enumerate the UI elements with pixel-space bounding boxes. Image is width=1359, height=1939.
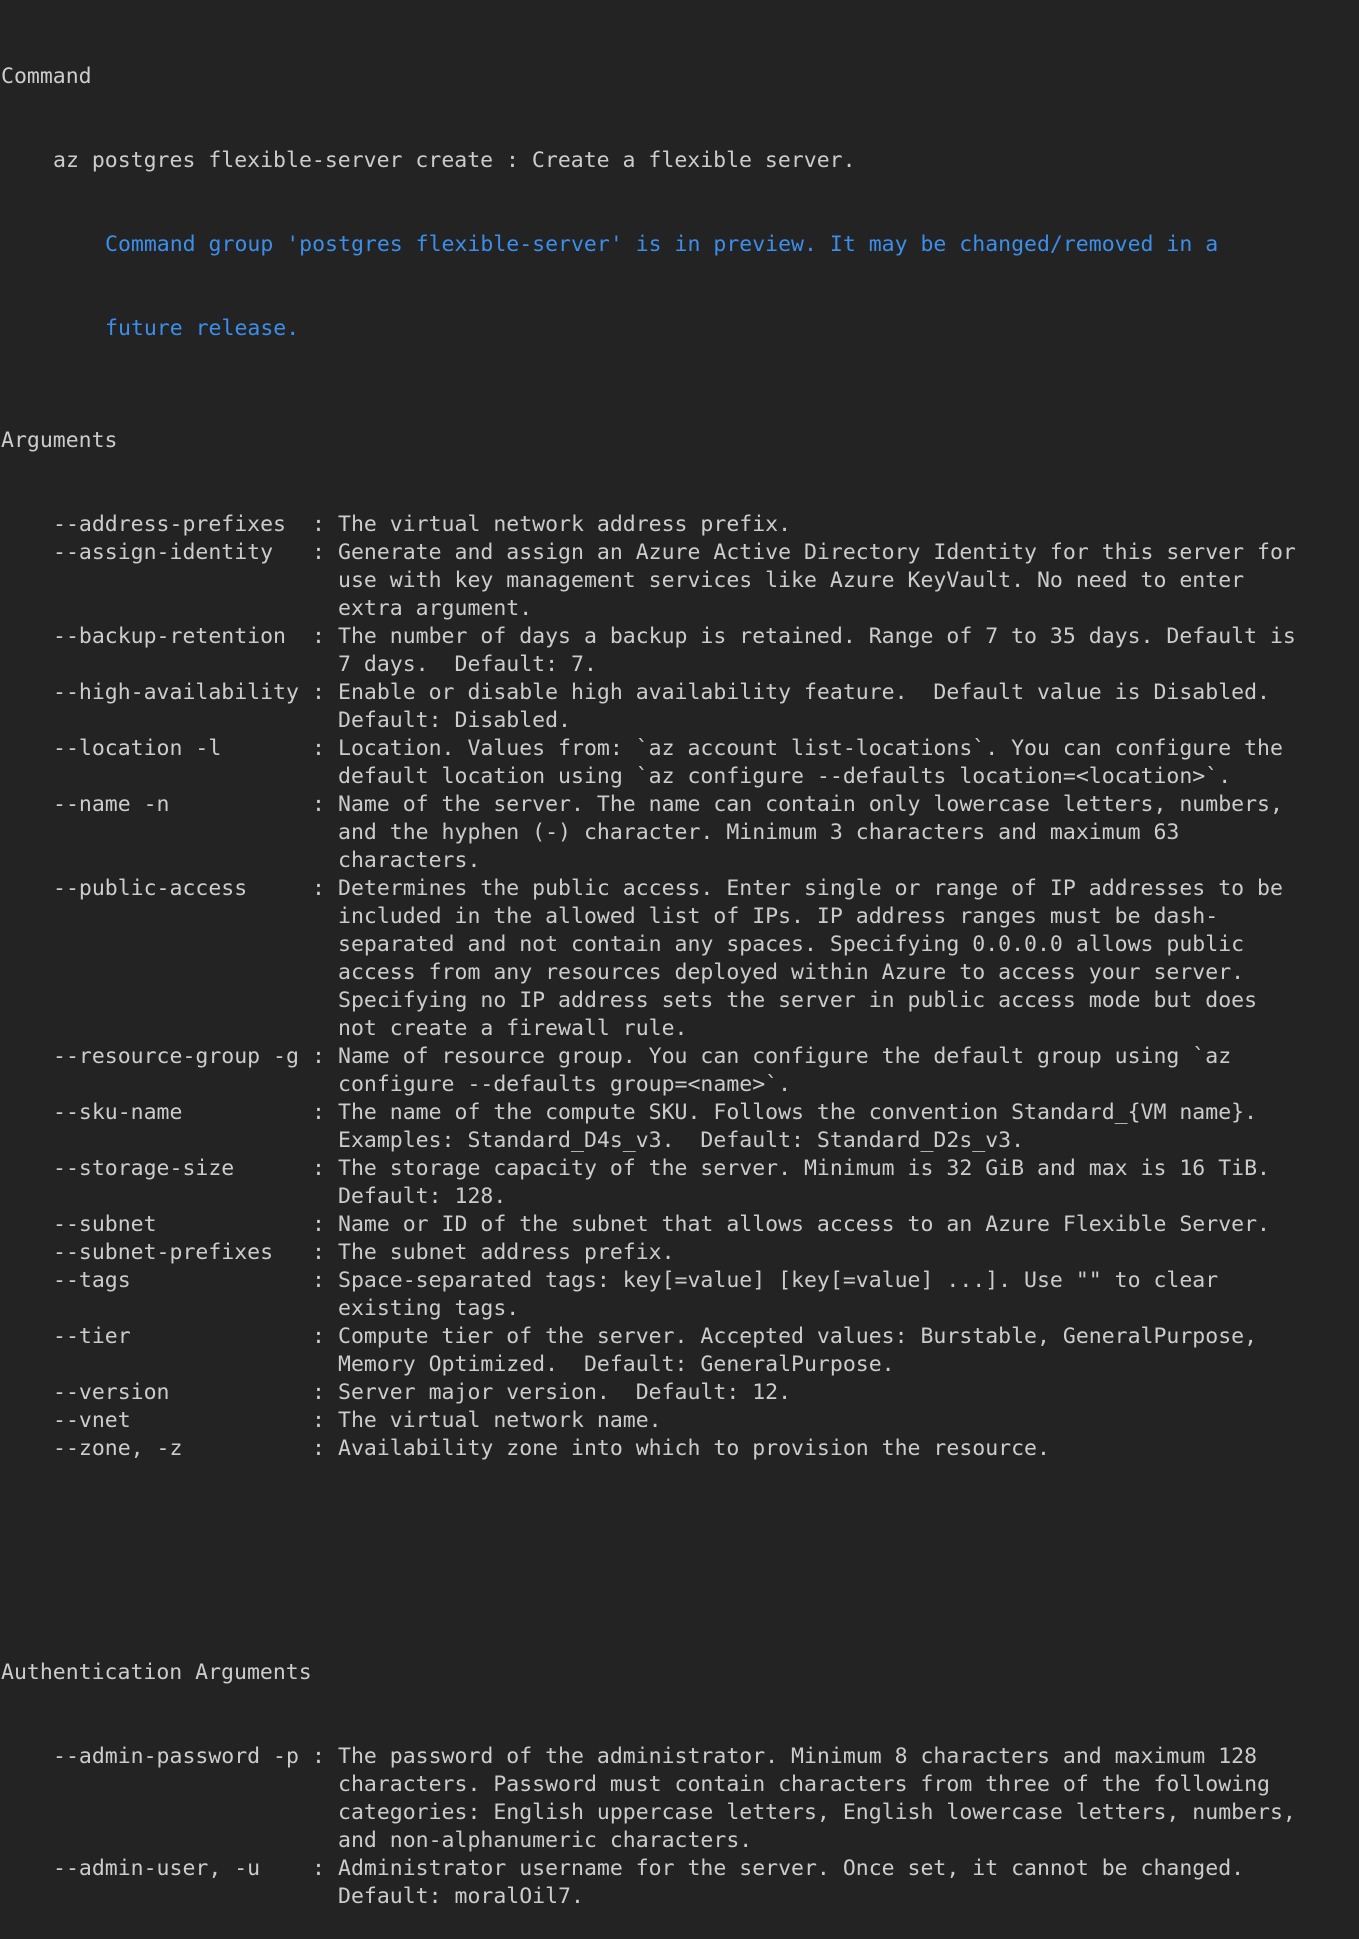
description-line: access from any resources deployed within Azure to access your server. bbox=[338, 960, 1245, 985]
description-line: characters. bbox=[338, 848, 481, 873]
description-line: The virtual network address prefix. bbox=[338, 512, 792, 537]
argument-description bbox=[338, 791, 1283, 875]
command-summary: az postgres flexible-server create : Create a flexible server. bbox=[53, 148, 856, 173]
argument-name: --tier bbox=[53, 1324, 131, 1349]
arguments-heading: Arguments bbox=[1, 428, 118, 453]
argument-row bbox=[0, 1435, 1359, 1463]
argument-name: --resource-group -g bbox=[53, 1044, 299, 1069]
blank-line bbox=[0, 1547, 1359, 1575]
argument-name: --zone, -z bbox=[53, 1436, 183, 1461]
argument-name: --admin-user, -u bbox=[53, 1856, 261, 1881]
description-line: Default: Disabled. bbox=[338, 708, 571, 733]
description-line: Enable or disable high availability feature. Default value is Disabled. bbox=[338, 680, 1270, 705]
argument-row bbox=[0, 679, 1359, 735]
description-line: Administrator username for the server. Once set, it cannot be changed. bbox=[338, 1856, 1245, 1881]
argument-separator: : bbox=[312, 1100, 325, 1125]
auth-arguments-heading: Authentication Arguments bbox=[1, 1660, 312, 1685]
description-line: Name of the server. The name can contain only lowercase letters, numbers, bbox=[338, 792, 1283, 817]
description-line: and non-alphanumeric characters. bbox=[338, 1828, 753, 1853]
description-line: Server major version. Default: 12. bbox=[338, 1380, 792, 1405]
description-line: included in the allowed list of IPs. IP address ranges must be dash- bbox=[338, 904, 1219, 929]
argument-name: --subnet bbox=[53, 1212, 157, 1237]
argument-separator: : bbox=[312, 540, 325, 565]
description-line: The subnet address prefix. bbox=[338, 1240, 675, 1265]
argument-name: --backup-retention bbox=[53, 624, 286, 649]
description-line: configure --defaults group=<name>`. bbox=[338, 1072, 792, 1097]
argument-name: --assign-identity bbox=[53, 540, 274, 565]
description-line: separated and not contain any spaces. Specifying 0.0.0.0 allows public bbox=[338, 932, 1245, 957]
argument-description bbox=[338, 539, 1296, 623]
preview-warning-line-1: Command group 'postgres flexible-server' is in preview. It may be changed/removed in a bbox=[105, 232, 1219, 257]
description-line: default location using `az configure --defaults location=<location>`. bbox=[338, 764, 1232, 789]
argument-description bbox=[338, 679, 1270, 735]
argument-name: --admin-password -p bbox=[53, 1744, 299, 1769]
argument-separator: : bbox=[312, 792, 325, 817]
argument-separator: : bbox=[312, 1156, 325, 1181]
argument-name: --vnet bbox=[53, 1408, 131, 1433]
argument-separator: : bbox=[312, 1212, 325, 1237]
argument-name: --version bbox=[53, 1380, 170, 1405]
auth-arguments-list bbox=[0, 1743, 1359, 1911]
argument-description bbox=[338, 511, 791, 539]
argument-separator: : bbox=[312, 1044, 325, 1069]
argument-separator: : bbox=[312, 1380, 325, 1405]
description-line: The storage capacity of the server. Minimum is 32 GiB and max is 16 TiB. bbox=[338, 1156, 1270, 1181]
argument-description bbox=[338, 1155, 1270, 1211]
argument-description bbox=[338, 1099, 1257, 1155]
argument-row bbox=[0, 623, 1359, 679]
argument-name: --location -l bbox=[53, 736, 222, 761]
argument-description bbox=[338, 1435, 1050, 1463]
description-line: categories: English uppercase letters, English lowercase letters, numbers, bbox=[338, 1800, 1296, 1825]
description-line: Specifying no IP address sets the server in public access mode but does bbox=[338, 988, 1258, 1013]
description-line: Determines the public access. Enter single or range of IP addresses to be bbox=[338, 876, 1283, 901]
description-line: 7 days. Default: 7. bbox=[338, 652, 597, 677]
description-line: not create a firewall rule. bbox=[338, 1016, 688, 1041]
argument-row bbox=[0, 1239, 1359, 1267]
argument-row bbox=[0, 791, 1359, 875]
argument-separator: : bbox=[312, 512, 325, 537]
argument-description bbox=[338, 1323, 1257, 1379]
description-line: Compute tier of the server. Accepted values: Burstable, GeneralPurpose, bbox=[338, 1324, 1258, 1349]
preview-warning-line-2: future release. bbox=[105, 316, 300, 341]
argument-name: --tags bbox=[53, 1268, 131, 1293]
argument-name: --sku-name bbox=[53, 1100, 183, 1125]
argument-row bbox=[0, 1211, 1359, 1239]
argument-separator: : bbox=[312, 1744, 325, 1769]
argument-name: --public-access bbox=[53, 876, 248, 901]
argument-description bbox=[338, 1379, 791, 1407]
argument-name: --name -n bbox=[53, 792, 170, 817]
argument-row bbox=[0, 1099, 1359, 1155]
argument-row bbox=[0, 511, 1359, 539]
description-line: Generate and assign an Azure Active Directory Identity for this server for bbox=[338, 540, 1296, 565]
argument-description bbox=[338, 1267, 1218, 1323]
description-line: characters. Password must contain characters from three of the following bbox=[338, 1772, 1270, 1797]
argument-description bbox=[338, 623, 1296, 679]
argument-description bbox=[338, 1743, 1296, 1855]
argument-description bbox=[338, 1211, 1270, 1239]
argument-separator: : bbox=[312, 736, 325, 761]
argument-separator: : bbox=[312, 876, 325, 901]
description-line: Default: moralOil7. bbox=[338, 1884, 584, 1909]
argument-description bbox=[338, 1043, 1231, 1099]
description-line: existing tags. bbox=[338, 1296, 520, 1321]
description-line: extra argument. bbox=[338, 596, 533, 621]
argument-row bbox=[0, 1379, 1359, 1407]
argument-row bbox=[0, 539, 1359, 623]
argument-separator: : bbox=[312, 1436, 325, 1461]
description-line: and the hyphen (-) character. Minimum 3 characters and maximum 63 bbox=[338, 820, 1180, 845]
description-line: The virtual network name. bbox=[338, 1408, 662, 1433]
argument-row bbox=[0, 1407, 1359, 1435]
argument-row bbox=[0, 1855, 1359, 1911]
argument-name: --subnet-prefixes bbox=[53, 1240, 274, 1265]
argument-description bbox=[338, 735, 1283, 791]
argument-separator: : bbox=[312, 624, 325, 649]
argument-separator: : bbox=[312, 1408, 325, 1433]
argument-row bbox=[0, 735, 1359, 791]
description-line: Memory Optimized. Default: GeneralPurpose. bbox=[338, 1352, 895, 1377]
argument-separator: : bbox=[312, 1856, 325, 1881]
description-line: Default: 128. bbox=[338, 1184, 507, 1209]
description-line: Name of resource group. You can configure the default group using `az bbox=[338, 1044, 1232, 1069]
description-line: The password of the administrator. Minimum 8 characters and maximum 128 bbox=[338, 1744, 1258, 1769]
argument-name: --address-prefixes bbox=[53, 512, 286, 537]
argument-separator: : bbox=[312, 680, 325, 705]
argument-name: --storage-size bbox=[53, 1156, 235, 1181]
command-heading: Command bbox=[1, 64, 92, 89]
argument-name: --high-availability bbox=[53, 680, 299, 705]
argument-separator: : bbox=[312, 1240, 325, 1265]
argument-separator: : bbox=[312, 1268, 325, 1293]
argument-description bbox=[338, 1855, 1244, 1911]
description-line: Space-separated tags: key[=value] [key[=value] ...]. Use "" to clear bbox=[338, 1268, 1219, 1293]
argument-description bbox=[338, 1239, 675, 1267]
argument-row bbox=[0, 1043, 1359, 1099]
argument-row bbox=[0, 1267, 1359, 1323]
description-line: use with key management services like Azure KeyVault. No need to enter bbox=[338, 568, 1245, 593]
argument-row bbox=[0, 1743, 1359, 1855]
description-line: Examples: Standard_D4s_v3. Default: Standard_D2s_v3. bbox=[338, 1128, 1025, 1153]
argument-description bbox=[338, 875, 1283, 1043]
argument-row bbox=[0, 1155, 1359, 1211]
description-line: The number of days a backup is retained. Range of 7 to 35 days. Default is bbox=[338, 624, 1296, 649]
description-line: Availability zone into which to provision the resource. bbox=[338, 1436, 1050, 1461]
argument-row bbox=[0, 875, 1359, 1043]
arguments-list bbox=[0, 511, 1359, 1463]
description-line: The name of the compute SKU. Follows the convention Standard_{VM name}. bbox=[338, 1100, 1258, 1125]
argument-description bbox=[338, 1407, 662, 1435]
description-line: Location. Values from: `az account list-locations`. You can configure the bbox=[338, 736, 1283, 761]
description-line: Name or ID of the subnet that allows access to an Azure Flexible Server. bbox=[338, 1212, 1270, 1237]
argument-row bbox=[0, 1323, 1359, 1379]
argument-separator: : bbox=[312, 1324, 325, 1349]
